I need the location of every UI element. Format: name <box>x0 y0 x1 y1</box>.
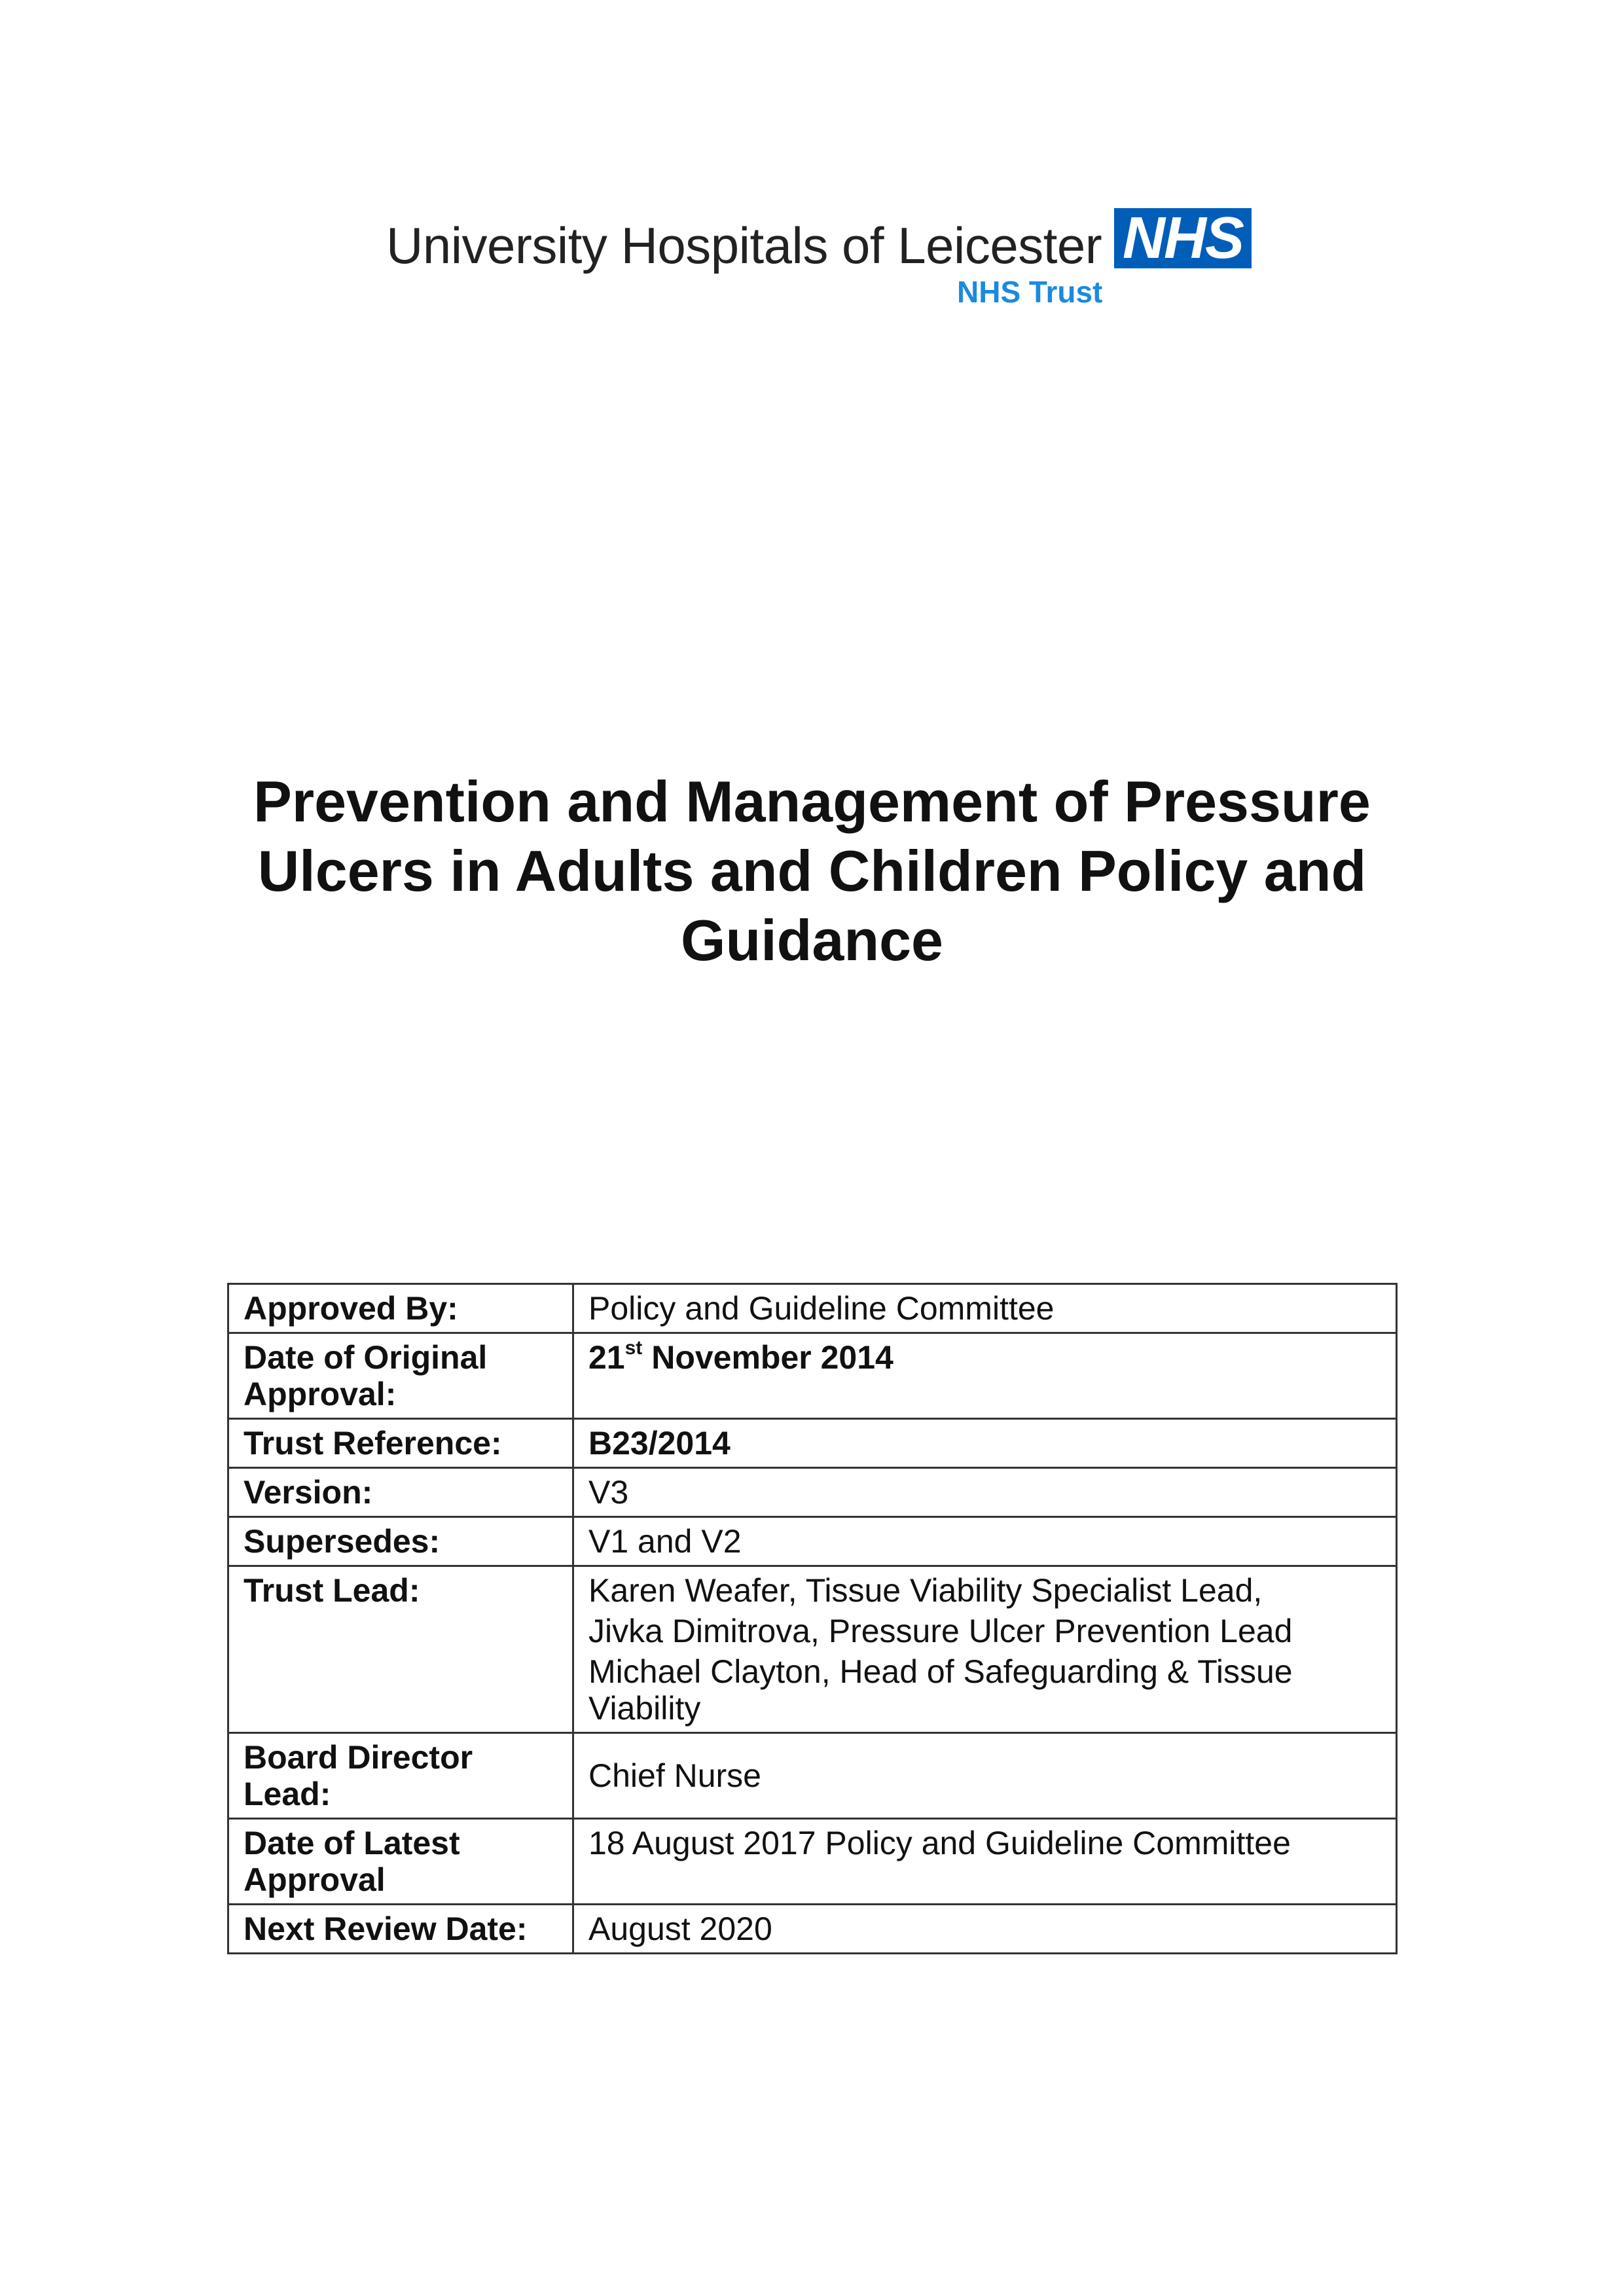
trust-name: NHS Trust <box>957 275 1103 309</box>
table-row <box>228 1468 1397 1517</box>
latest-approval-value: 18 August 2017 Policy and Guideline Committee <box>573 1819 1397 1905</box>
next-review-label: Next Review Date: <box>228 1905 573 1954</box>
organisation-name: University Hospitals of Leicester <box>386 217 1102 274</box>
approved-by-label: Approved By: <box>228 1284 573 1333</box>
trust-lead-line: Michael Clayton, Head of Safeguarding & Tissue Viability <box>588 1653 1293 1727</box>
original-approval-day: 21 <box>588 1339 625 1376</box>
supersedes-value: V1 and V2 <box>573 1517 1397 1566</box>
latest-approval-label: Date of Latest Approval <box>228 1819 573 1905</box>
original-approval-rest: November 2014 <box>642 1339 893 1376</box>
board-director-lead-value: Chief Nurse <box>573 1733 1397 1819</box>
version-label: Version: <box>228 1468 573 1517</box>
table-row <box>228 1905 1397 1954</box>
original-approval-value <box>573 1333 1397 1419</box>
document-control-table <box>227 1283 1398 1954</box>
trust-reference-label: Trust Reference: <box>228 1419 573 1468</box>
supersedes-label: Supersedes: <box>228 1517 573 1566</box>
table-row <box>228 1419 1397 1468</box>
document-title: Prevention and Management of Pressure Ulcers in Adults and Children Policy and Guidance <box>253 769 1371 973</box>
table-row <box>228 1566 1397 1733</box>
trust-lead-line: Karen Weafer, Tissue Viability Specialist Lead, <box>588 1572 1263 1609</box>
table-row <box>228 1333 1397 1419</box>
original-approval-suffix: st <box>624 1337 643 1359</box>
trust-lead-label: Trust Lead: <box>228 1566 573 1733</box>
trust-lead-line: Jivka Dimitrova, Pressure Ulcer Prevention Lead <box>588 1613 1293 1649</box>
trust-lead-value <box>573 1566 1397 1733</box>
original-approval-label: Date of Original Approval: <box>228 1333 573 1419</box>
trust-reference-value: B23/2014 <box>573 1419 1397 1468</box>
board-director-lead-label: Board Director Lead: <box>228 1733 573 1819</box>
next-review-value: August 2020 <box>573 1905 1397 1954</box>
document-header <box>386 208 1257 313</box>
version-value: V3 <box>573 1468 1397 1517</box>
table-row <box>228 1517 1397 1566</box>
table-row <box>228 1733 1397 1819</box>
table-row <box>228 1284 1397 1333</box>
approved-by-value: Policy and Guideline Committee <box>573 1284 1397 1333</box>
table-row <box>228 1819 1397 1905</box>
nhs-logo: NHS <box>1114 208 1252 268</box>
